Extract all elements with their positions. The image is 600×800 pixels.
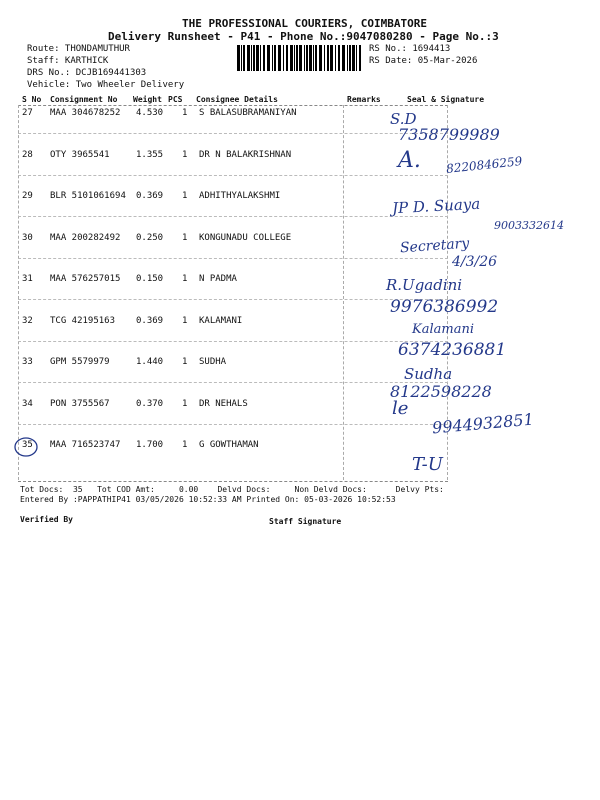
handwritten-signature: JP D. Suaya — [391, 194, 481, 218]
handwritten-signature: Sudha — [404, 365, 453, 383]
cell-weight: 0.369 — [136, 315, 164, 326]
cell-consignment: MAA 716523747 — [50, 440, 121, 450]
vehicle-label: Vehicle: Two Wheeler Delivery — [27, 80, 185, 90]
cell-sno: 27 — [22, 108, 33, 118]
handwritten-signature: Kalamani — [412, 322, 474, 337]
row-divider — [18, 299, 448, 300]
cell-consignment: MAA 576257015 — [50, 274, 121, 284]
staff-signature-label: Staff Signature — [269, 517, 342, 526]
row-divider — [18, 216, 448, 217]
cell-sno: 32 — [22, 315, 33, 326]
cell-consignment: PON 3755567 — [50, 398, 110, 409]
cell-weight: 0.150 — [136, 274, 164, 284]
cell-consignee: S BALASUBRAMANIYAN — [199, 108, 297, 118]
row-divider — [18, 382, 448, 383]
cell-weight: 0.250 — [136, 232, 164, 243]
cell-consignment: BLR 5101061694 — [50, 191, 126, 201]
handwritten-signature: le — [392, 398, 409, 419]
cell-pcs: 1 — [182, 274, 188, 284]
handwritten-phone: 6374236881 — [398, 340, 507, 360]
cell-pcs: 1 — [182, 149, 188, 160]
cell-sno: 34 — [22, 398, 33, 409]
cell-consignee: KONGUNADU COLLEGE — [199, 232, 292, 243]
verified-by-label: Verified By — [20, 515, 73, 524]
col-consignment: Consignment No — [50, 95, 118, 104]
cell-sno: 30 — [22, 232, 33, 243]
col-weight: Weight — [133, 95, 162, 104]
cell-sno: 33 — [22, 357, 33, 367]
handwritten-phone: 9976386992 — [390, 297, 499, 317]
cell-weight: 1.355 — [136, 149, 164, 160]
cell-consignee: G GOWTHAMAN — [199, 440, 259, 450]
cell-pcs: 1 — [182, 357, 188, 367]
cell-consignee: ADHITHYALAKSHMI — [199, 191, 281, 201]
row-divider — [18, 424, 448, 425]
cell-pcs: 1 — [182, 108, 188, 118]
footer-rule — [18, 481, 448, 482]
cell-pcs: 1 — [182, 398, 188, 409]
cell-pcs: 1 — [182, 315, 188, 326]
col-sno: S No — [22, 95, 42, 104]
cell-pcs: 1 — [182, 232, 188, 243]
rs-number: RS No.: 1694413 — [369, 44, 451, 54]
handwritten-signature: A. — [398, 148, 421, 173]
circle-mark — [13, 436, 39, 458]
runsheet-subtitle: Delivery Runsheet - P41 - Phone No.:9047080280 - Page No.:3 — [108, 30, 499, 43]
cell-weight: 0.369 — [136, 191, 164, 201]
handwritten-date: 4/3/26 — [452, 254, 498, 270]
cell-consignee: N PADMA — [199, 274, 237, 284]
cell-weight: 1.700 — [136, 440, 164, 450]
barcode — [235, 45, 365, 72]
cell-sno: 35 — [22, 440, 33, 450]
cell-pcs: 1 — [182, 440, 188, 450]
cell-sno: 29 — [22, 191, 33, 201]
handwritten-phone: 8220846259 — [445, 154, 523, 176]
cell-weight: 0.370 — [136, 398, 164, 409]
cell-consignment: MAA 304678252 — [50, 108, 121, 118]
handwritten-signature: S.D — [390, 110, 417, 128]
row-divider — [18, 341, 448, 342]
cell-consignment: OTY 3965541 — [50, 149, 110, 160]
drs-number: DRS No.: DCJB169441303 — [27, 68, 147, 78]
cell-consignee: KALAMANI — [199, 315, 243, 326]
cell-consignment: GPM 5579979 — [50, 357, 110, 367]
handwritten-phone: 7358799989 — [398, 125, 500, 144]
cell-consignee: DR NEHALS — [199, 398, 248, 409]
col-consignee: Consignee Details — [196, 95, 278, 104]
handwritten-signature: Secretary — [399, 235, 470, 257]
company-title: THE PROFESSIONAL COURIERS, COIMBATORE — [182, 17, 428, 30]
header-rule — [18, 105, 448, 106]
cell-weight: 4.530 — [136, 108, 164, 118]
cell-consignee: DR N BALAKRISHNAN — [199, 149, 292, 160]
row-divider — [18, 133, 448, 134]
handwritten-phone: 9003332614 — [494, 219, 564, 232]
route-label: Route: THONDAMUTHUR — [27, 44, 130, 54]
handwritten-phone: 8122598228 — [390, 382, 492, 401]
staff-label: Staff: KARTHICK — [27, 56, 109, 66]
cell-consignment: MAA 200282492 — [50, 232, 121, 243]
cell-pcs: 1 — [182, 191, 188, 201]
cell-sno: 28 — [22, 149, 33, 160]
cell-weight: 1.440 — [136, 357, 164, 367]
cell-sno: 31 — [22, 274, 33, 284]
handwritten-phone: 9944932851 — [431, 409, 535, 438]
rs-date: RS Date: 05-Mar-2026 — [369, 56, 478, 66]
cell-consignee: SUDHA — [199, 357, 227, 367]
handwritten-signature: T-U — [412, 454, 443, 475]
col-pcs: PCS — [168, 95, 183, 104]
handwritten-signature: R.Ugadini — [386, 276, 463, 294]
row-divider — [18, 258, 448, 259]
col-remarks: Remarks — [347, 95, 381, 104]
col-seal-signature: Seal & Signature — [407, 95, 485, 104]
row-divider — [18, 175, 448, 176]
totals-line: Tot Docs: 35 Tot COD Amt: 0.00 Delvd Docs: Non Delvd Docs: Delvy Pts: — [20, 485, 444, 494]
entered-by-line: Entered By :PAPPATHIP41 03/05/2026 10:52:33 AM Printed On: 05-03-2026 10:52:53 — [20, 495, 396, 504]
cell-consignment: TCG 42195163 — [50, 315, 116, 326]
